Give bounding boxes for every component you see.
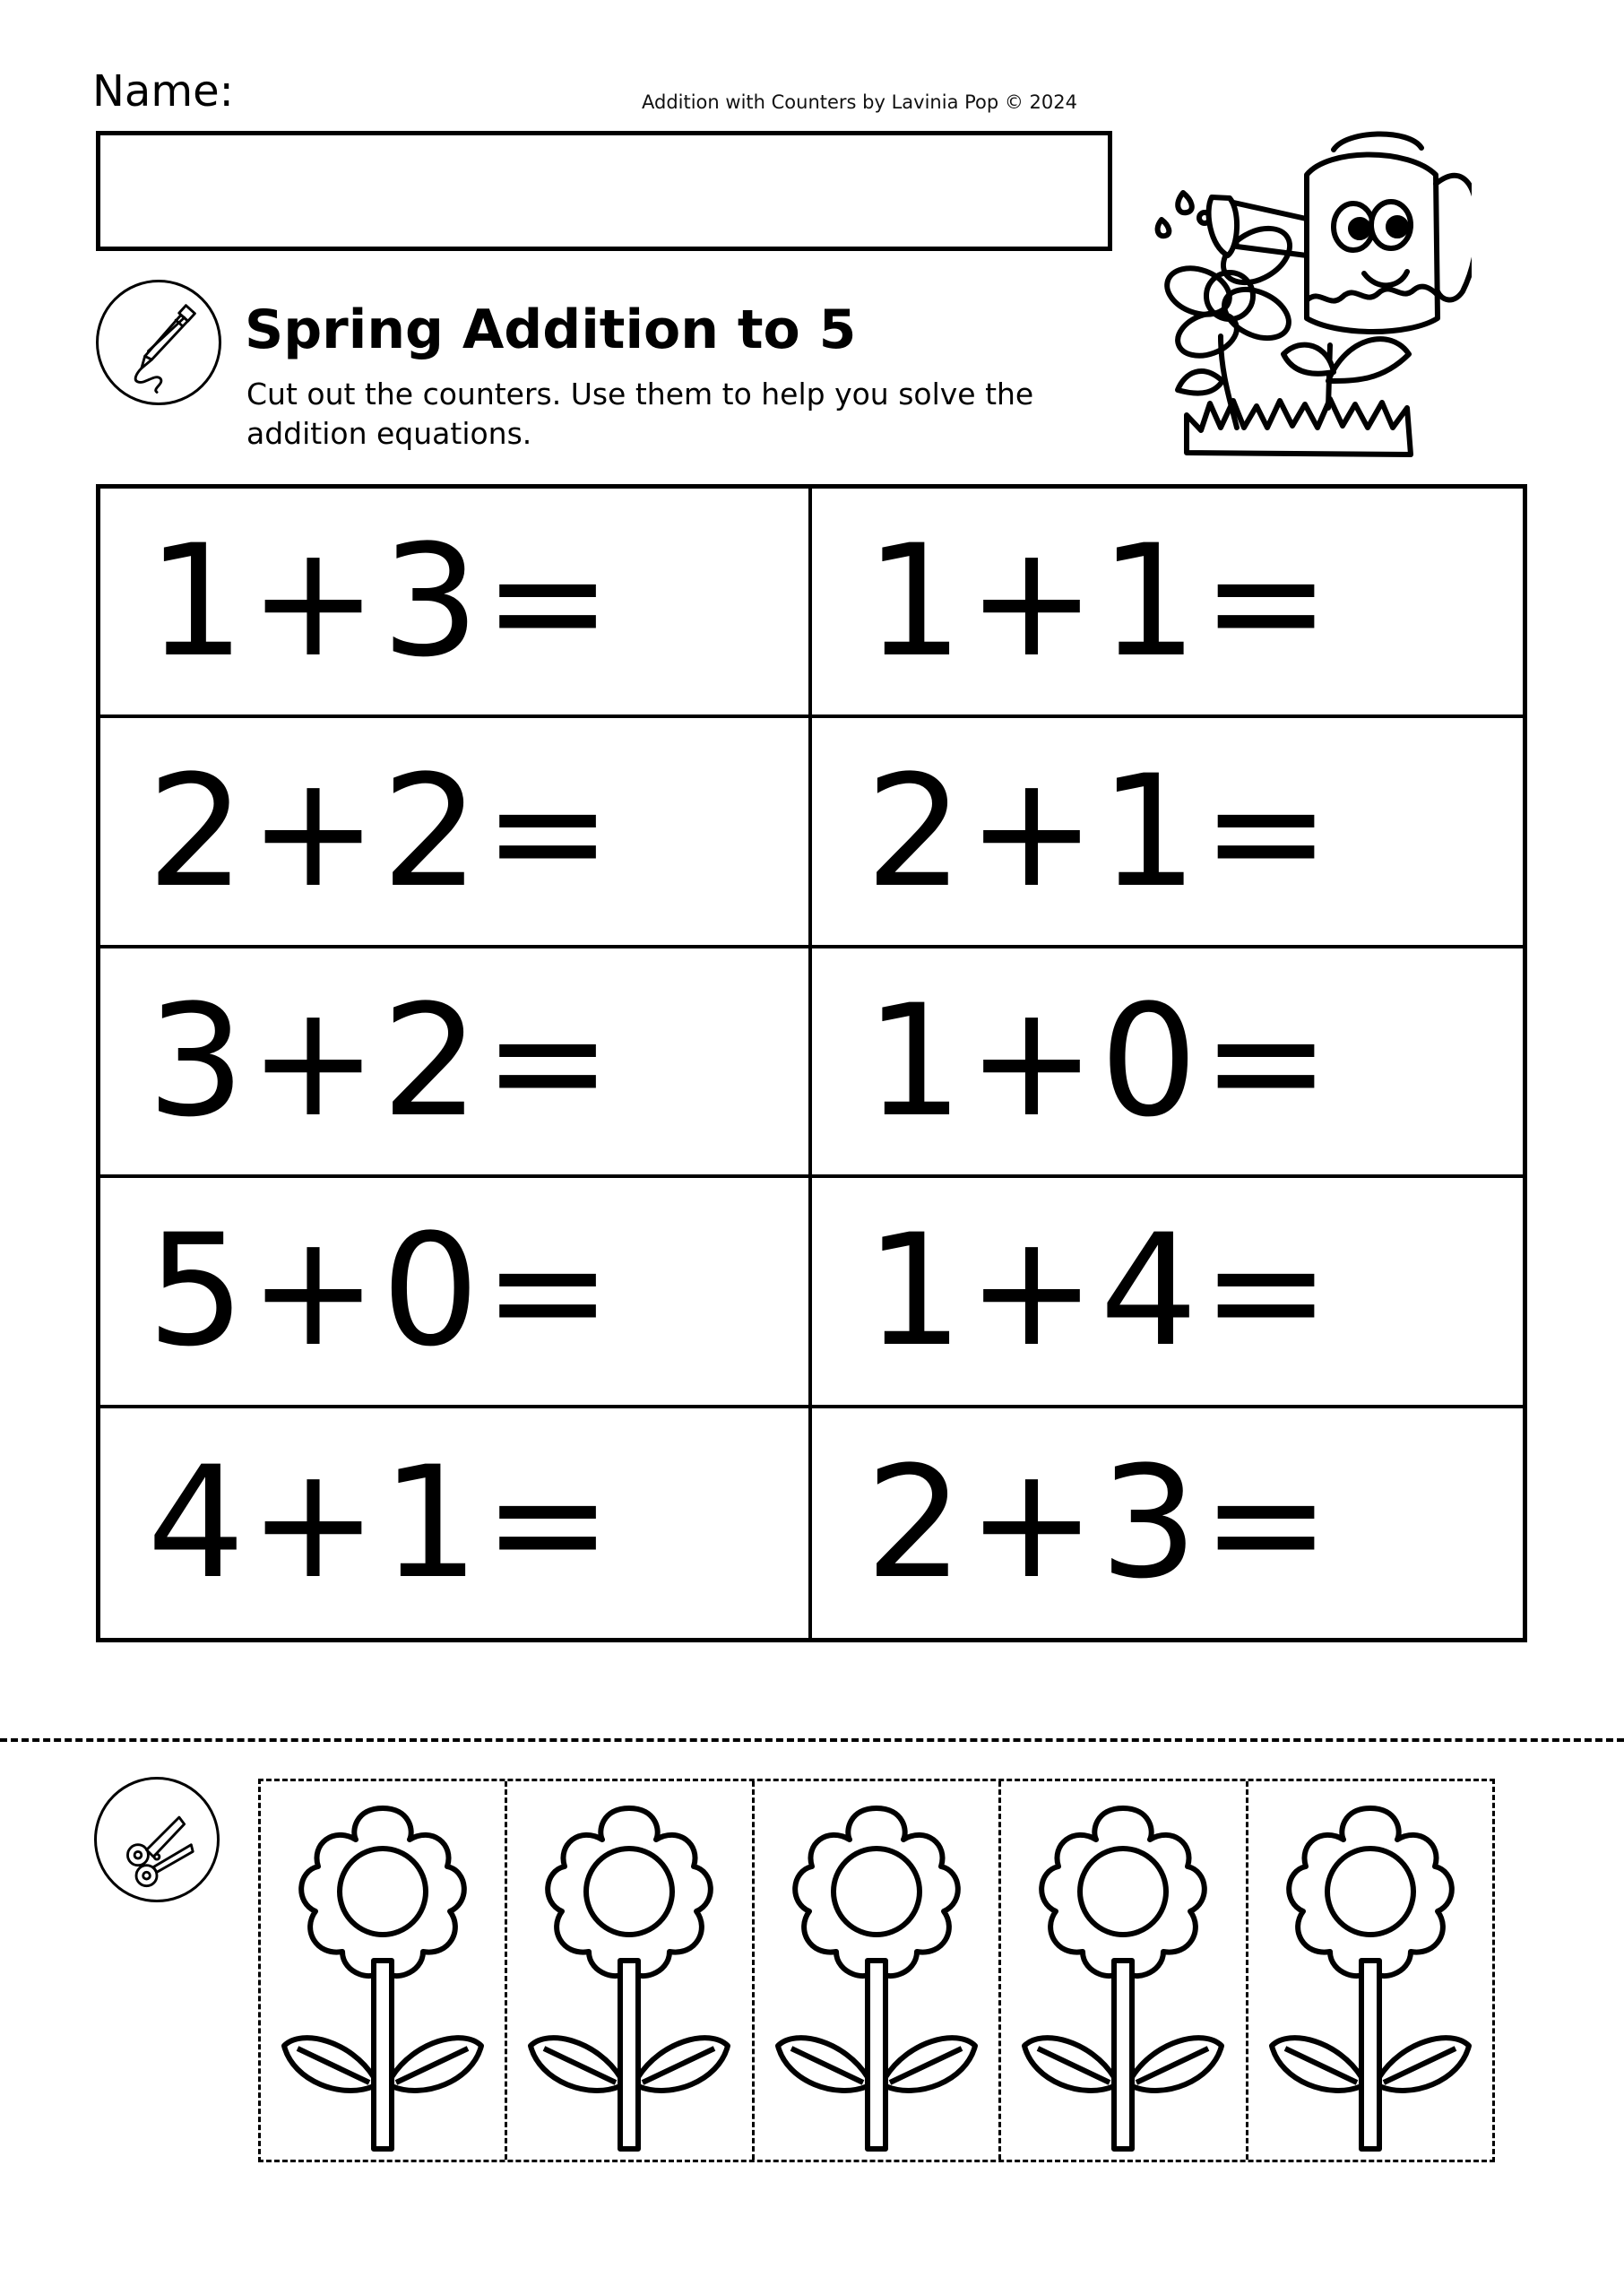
equation-grid xyxy=(96,484,1527,1642)
equation: 1+0= xyxy=(865,970,1335,1151)
scissors-icon xyxy=(94,1777,220,1902)
equation-cell[interactable] xyxy=(812,489,1524,718)
equation: 1+3= xyxy=(147,511,617,692)
equation-cell[interactable] xyxy=(100,1178,812,1407)
flower-counter[interactable] xyxy=(1248,1781,1492,2160)
equation: 4+1= xyxy=(147,1432,617,1613)
equation-cell[interactable] xyxy=(812,948,1524,1178)
cut-line xyxy=(0,1738,1624,1742)
equation-cell[interactable] xyxy=(812,1408,1524,1638)
watering-can-flower-illustration xyxy=(1122,112,1472,471)
equation: 2+2= xyxy=(147,740,617,922)
flower-icon xyxy=(1006,1790,1240,2158)
equation: 1+4= xyxy=(865,1200,1335,1381)
flower-counter[interactable] xyxy=(261,1781,507,2160)
instructions: Cut out the counters. Use them to help you solve the addition equations. xyxy=(246,377,1034,451)
equation: 2+1= xyxy=(865,740,1335,922)
name-field[interactable] xyxy=(96,131,1112,251)
flower-icon xyxy=(760,1790,993,2158)
flower-icon xyxy=(513,1790,746,2158)
name-label: Name: xyxy=(92,66,234,117)
equation-cell[interactable] xyxy=(812,1178,1524,1407)
equation: 3+2= xyxy=(147,970,617,1151)
pencil-icon xyxy=(96,280,221,405)
equation: 1+1= xyxy=(865,511,1335,692)
flower-icon xyxy=(1254,1790,1487,2158)
credit-line: Addition with Counters by Lavinia Pop © 2024 xyxy=(642,91,1077,113)
equation-cell[interactable] xyxy=(100,1408,812,1638)
flower-counter[interactable] xyxy=(507,1781,754,2160)
page-title: Spring Addition to 5 xyxy=(245,299,857,361)
counter-strip xyxy=(258,1779,1495,2162)
equation-cell[interactable] xyxy=(812,718,1524,948)
equation-cell[interactable] xyxy=(100,948,812,1178)
equation: 5+0= xyxy=(147,1200,617,1381)
equation-cell[interactable] xyxy=(100,718,812,948)
flower-counter[interactable] xyxy=(755,1781,1001,2160)
flower-icon xyxy=(266,1790,499,2158)
flower-counter[interactable] xyxy=(1001,1781,1248,2160)
equation: 2+3= xyxy=(865,1432,1335,1613)
equation-cell[interactable] xyxy=(100,489,812,718)
